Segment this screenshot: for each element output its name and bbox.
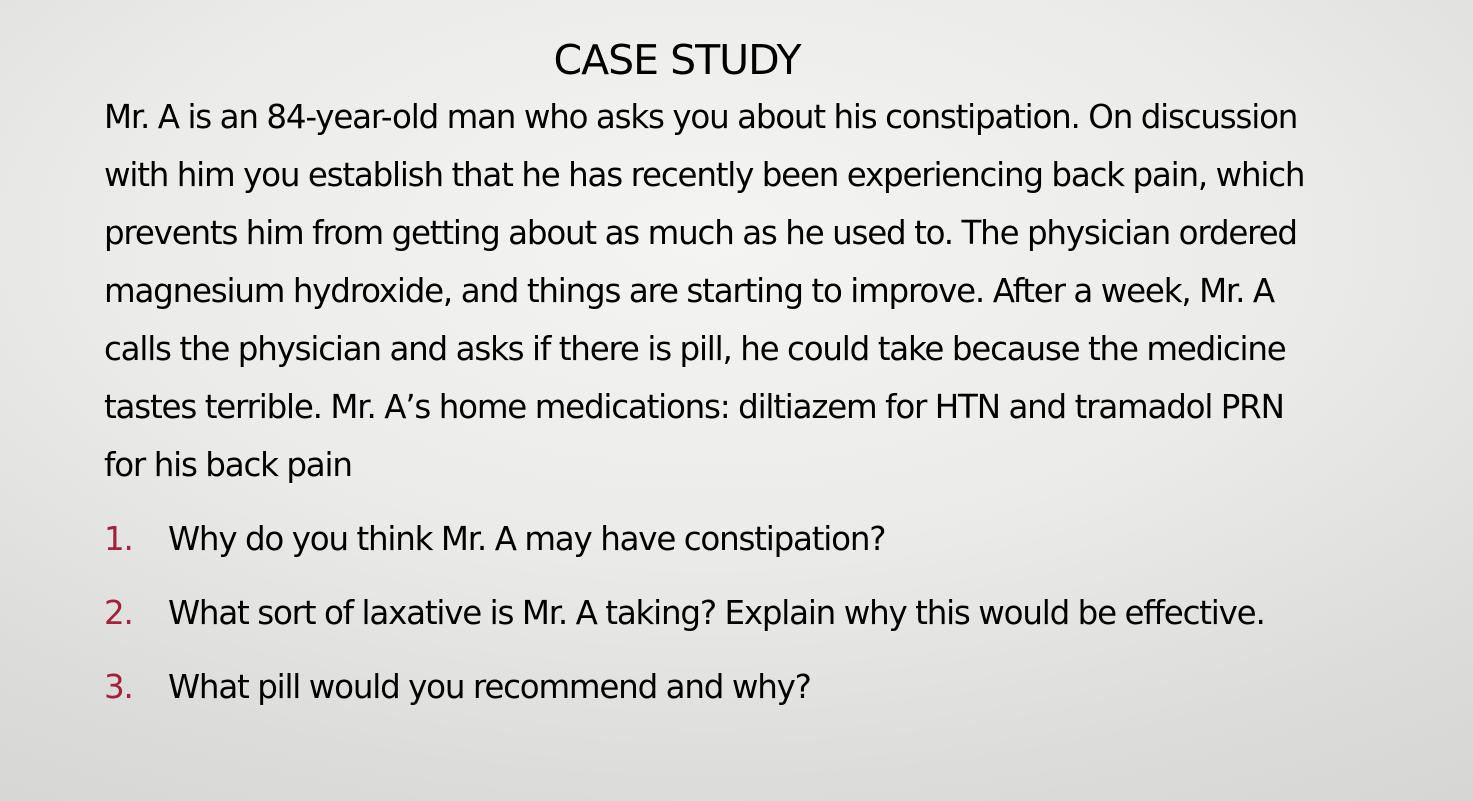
slide-title: CASE STUDY bbox=[553, 36, 801, 84]
case-description-line: for his back pain bbox=[104, 446, 352, 484]
question-text: Why do you think Mr. A may have constipation? bbox=[168, 520, 886, 558]
case-description-line: calls the physician and asks if there is pill, he could take because the medicine bbox=[104, 330, 1286, 368]
case-description-line: Mr. A is an 84-year-old man who asks you about his constipation. On discussion bbox=[104, 98, 1298, 136]
question-number: 1. bbox=[104, 520, 133, 558]
case-description-line: magnesium hydroxide, and things are starting to improve. After a week, Mr. A bbox=[104, 272, 1274, 310]
case-description-line: tastes terrible. Mr. A’s home medications: diltiazem for HTN and tramadol PRN bbox=[104, 388, 1284, 426]
question-number: 3. bbox=[104, 668, 133, 706]
question-text: What pill would you recommend and why? bbox=[168, 668, 811, 706]
question-item bbox=[104, 512, 1444, 586]
question-text: What sort of laxative is Mr. A taking? Explain why this would be effective. bbox=[168, 594, 1265, 632]
question-item bbox=[104, 586, 1444, 660]
question-list bbox=[104, 512, 1444, 734]
question-number: 2. bbox=[104, 594, 133, 632]
case-description-line: with him you establish that he has recently been experiencing back pain, which bbox=[104, 156, 1305, 194]
case-description-line: prevents him from getting about as much as he used to. The physician ordered bbox=[104, 214, 1297, 252]
case-description bbox=[104, 88, 1444, 494]
question-item bbox=[104, 660, 1444, 734]
